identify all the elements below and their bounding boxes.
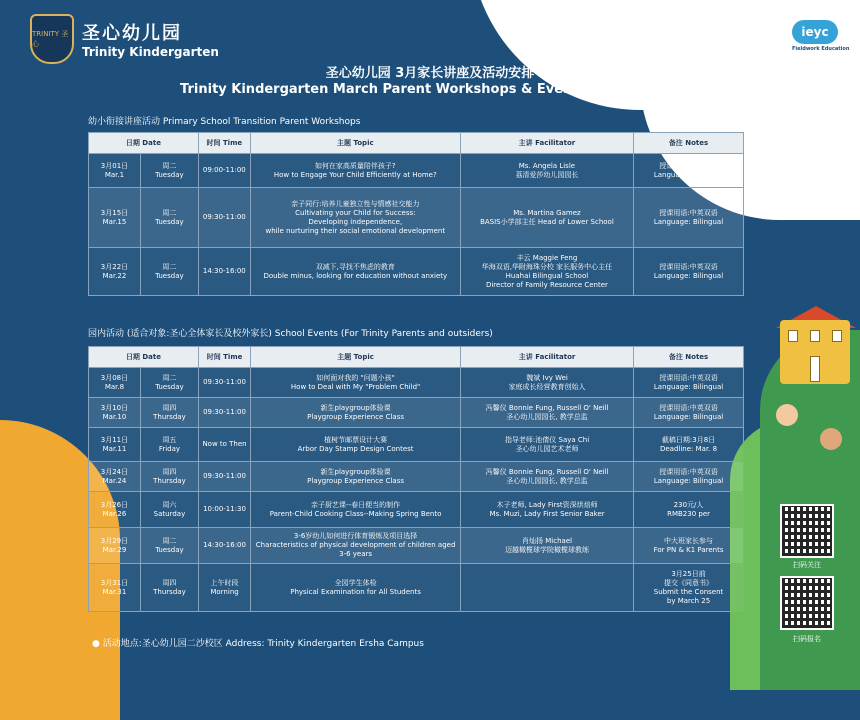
- table-row: [89, 528, 744, 564]
- qr-code-follow[interactable]: [780, 504, 834, 558]
- date-cell: 3月08日 Mar.8: [89, 368, 141, 398]
- window-illustration: [810, 330, 820, 342]
- facilitator-cell: Ms. Martina Gamez BASIS小学部主任 Head of Lower School: [460, 188, 633, 248]
- date-cell: 3月10日 Mar.10: [89, 398, 141, 428]
- location-pin-icon: ●: [92, 639, 100, 649]
- weekday-cell: 周二 Tuesday: [140, 528, 198, 564]
- weekday-cell: 周五 Friday: [140, 428, 198, 462]
- column-header: 主讲 Facilitator: [461, 347, 634, 368]
- table-header-row: [89, 347, 744, 368]
- column-header: 主题 Topic: [250, 133, 460, 154]
- column-header: 主讲 Facilitator: [460, 133, 633, 154]
- column-header: 日期 Date: [89, 133, 199, 154]
- door-illustration: [810, 356, 820, 382]
- notes-cell: 授课用语:中英双语 Language: Bilingual: [634, 248, 744, 296]
- time-cell: 10:00-11:30: [198, 492, 250, 528]
- school-name-en: Trinity Kindergarten: [82, 45, 219, 59]
- notes-cell: 230元/人 RMB230 per: [634, 492, 744, 528]
- logo-badge-text: TRINITY 圣心: [32, 30, 69, 48]
- notes-cell: 3月25日前 提交《同意书》 Submit the Consent by March 25: [634, 564, 744, 612]
- table-row: [89, 188, 744, 248]
- time-cell: 09:30-11:00: [198, 188, 250, 248]
- date-cell: 3月24日 Mar.24: [89, 462, 141, 492]
- topic-cell: 植树节邮票设计大赛 Arbor Day Stamp Design Contest: [251, 428, 461, 462]
- notes-cell: 截稿日期:3月8日 Deadline: Mar. 8: [634, 428, 744, 462]
- weekday-cell: 周六 Saturday: [140, 492, 198, 528]
- qr-code-register[interactable]: [780, 576, 834, 630]
- notes-cell: 授课用语:中英双语 Language: Bilingual: [634, 154, 744, 188]
- page-title-en: Trinity Kindergarten March Parent Workshops & Event Arrangement: [180, 82, 680, 97]
- school-logo: [30, 14, 219, 64]
- topic-cell: 新生playgroup体验课 Playgroup Experience Class: [251, 398, 461, 428]
- facilitator-cell: 丰云 Maggie Feng 华海双语,华附海珠分校 家长服务中心主任 Huahai Bilingual School Director of Family Resource Center: [460, 248, 633, 296]
- column-header: 主题 Topic: [251, 347, 461, 368]
- date-cell: 3月01日 Mar.1: [89, 154, 141, 188]
- table-header-row: [89, 133, 744, 154]
- page-title-cn: 圣心幼儿园 3月家长讲座及活动安排: [325, 66, 535, 81]
- address-text: 活动地点:圣心幼儿园二沙校区 Address: Trinity Kindergarten Ersha Campus: [102, 639, 424, 649]
- column-header: 时间 Time: [198, 133, 250, 154]
- date-cell: 3月26日 Mar.26: [89, 492, 141, 528]
- time-cell: 09:30-11:00: [198, 398, 250, 428]
- weekday-cell: 周二 Tuesday: [140, 248, 198, 296]
- topic-cell: 如何面对我的 "问题小孩" How to Deal with My "Problem Child": [251, 368, 461, 398]
- facilitator-cell: 木子老师, Lady First资深烘焙师 Ms. Muzi, Lady First Senior Baker: [461, 492, 634, 528]
- date-cell: 3月29日 Mar.29: [89, 528, 141, 564]
- facilitator-cell: 魏斌 Ivy Wei 家庭成长经营教育创始人: [461, 368, 634, 398]
- topic-cell: 亲子厨艺课--春日便当的制作 Parent-Child Cooking Class--Making Spring Bento: [251, 492, 461, 528]
- time-cell: 14:30-16:00: [198, 528, 250, 564]
- date-cell: 3月31日 Mar.31: [89, 564, 141, 612]
- time-cell: 14:30-16:00: [198, 248, 250, 296]
- weekday-cell: 周四 Thursday: [140, 398, 198, 428]
- facilitator-cell: 冯馨仪 Bonnie Fung, Russell O' Neill 圣心幼儿园园长, 教学总监: [461, 398, 634, 428]
- fieldwork-logo: Fieldwork Education: [792, 46, 850, 52]
- window-illustration: [832, 330, 842, 342]
- school-name-cn: 圣心幼儿园: [82, 23, 182, 44]
- facilitator-cell: 指导老师:池倩仪 Saya Chi 圣心幼儿园艺术老师: [461, 428, 634, 462]
- date-cell: 3月22日 Mar.22: [89, 248, 141, 296]
- topic-cell: 3-6岁幼儿如何进行体育锻炼及项目选择 Characteristics of physical development of children aged 3-6 years: [251, 528, 461, 564]
- weekday-cell: 周四 Thursday: [140, 564, 198, 612]
- topic-cell: 如何在家高质量陪伴孩子? How to Engage Your Child Efficiently at Home?: [250, 154, 460, 188]
- topic-cell: 亲子同行:培养儿童独立性与情感社交能力 Cultivating your Child for Success: Developing independence, while nurturing their social emotional development: [250, 188, 460, 248]
- column-header: 时间 Time: [198, 347, 250, 368]
- time-cell: 09:30-11:00: [198, 462, 250, 492]
- weekday-cell: 周二 Tuesday: [140, 188, 198, 248]
- table-row: [89, 154, 744, 188]
- column-header: 备注 Notes: [634, 347, 744, 368]
- table-row: [89, 564, 744, 612]
- column-header: 日期 Date: [89, 347, 199, 368]
- events-table: [88, 346, 744, 612]
- time-cell: 09:00-11:00: [198, 154, 250, 188]
- ieyc-logo: ieyc: [792, 20, 838, 44]
- facilitator-cell: 冯馨仪 Bonnie Fung, Russell O' Neill 圣心幼儿园园长, 教学总监: [461, 462, 634, 492]
- table-row: [89, 462, 744, 492]
- time-cell: 09:30-11:00: [198, 368, 250, 398]
- table-row: [89, 248, 744, 296]
- section1-title: 幼小衔接讲座活动 Primary School Transition Parent Workshops: [88, 117, 361, 127]
- qr-follow-label: 扫码关注: [793, 561, 821, 569]
- workshops-table: [88, 132, 744, 296]
- facilitator-cell: Ms. Angela Lisle 荔清爱莎幼儿园园长: [460, 154, 633, 188]
- weekday-cell: 周二 Tuesday: [140, 154, 198, 188]
- date-cell: 3月15日 Mar.15: [89, 188, 141, 248]
- table-row: [89, 368, 744, 398]
- table-row: [89, 492, 744, 528]
- topic-cell: 双减下,寻找不焦虑的教育 Double minus, looking for education without anxiety: [250, 248, 460, 296]
- topic-cell: 全园学生体检 Physical Examination for All Students: [251, 564, 461, 612]
- topic-cell: 新生playgroup体验课 Playgroup Experience Class: [251, 462, 461, 492]
- notes-cell: 授课用语:中英双语 Language: Bilingual: [634, 188, 744, 248]
- shield-icon: [30, 14, 74, 64]
- notes-cell: 中大班家长参与 For PN & K1 Parents: [634, 528, 744, 564]
- facilitator-cell: 肖灿扬 Michael 迈越橄榄球学院橄榄球教练: [461, 528, 634, 564]
- notes-cell: 授课用语:中英双语 Language: Bilingual: [634, 462, 744, 492]
- table-row: [89, 428, 744, 462]
- qr-pattern: [782, 506, 832, 556]
- child-illustration: [776, 404, 798, 426]
- qr-pattern: [782, 578, 832, 628]
- section2-title: 园内活动 (适合对象:圣心全体家长及校外家长) School Events (For Trinity Parents and outsiders): [88, 329, 493, 339]
- time-cell: Now to Then: [198, 428, 250, 462]
- child-illustration: [820, 428, 842, 450]
- table-row: [89, 398, 744, 428]
- facilitator-cell: [461, 564, 634, 612]
- weekday-cell: 周四 Thursday: [140, 462, 198, 492]
- notes-cell: 授课用语:中英双语 Language: Bilingual: [634, 398, 744, 428]
- column-header: 备注 Notes: [634, 133, 744, 154]
- notes-cell: 授课用语:中英双语 Language: Bilingual: [634, 368, 744, 398]
- school-building-illustration: [780, 320, 850, 384]
- date-cell: 3月11日 Mar.11: [89, 428, 141, 462]
- address-line: [92, 636, 424, 649]
- time-cell: 上午时段 Morning: [198, 564, 250, 612]
- weekday-cell: 周二 Tuesday: [140, 368, 198, 398]
- qr-register-label: 扫码报名: [793, 635, 821, 643]
- window-illustration: [788, 330, 798, 342]
